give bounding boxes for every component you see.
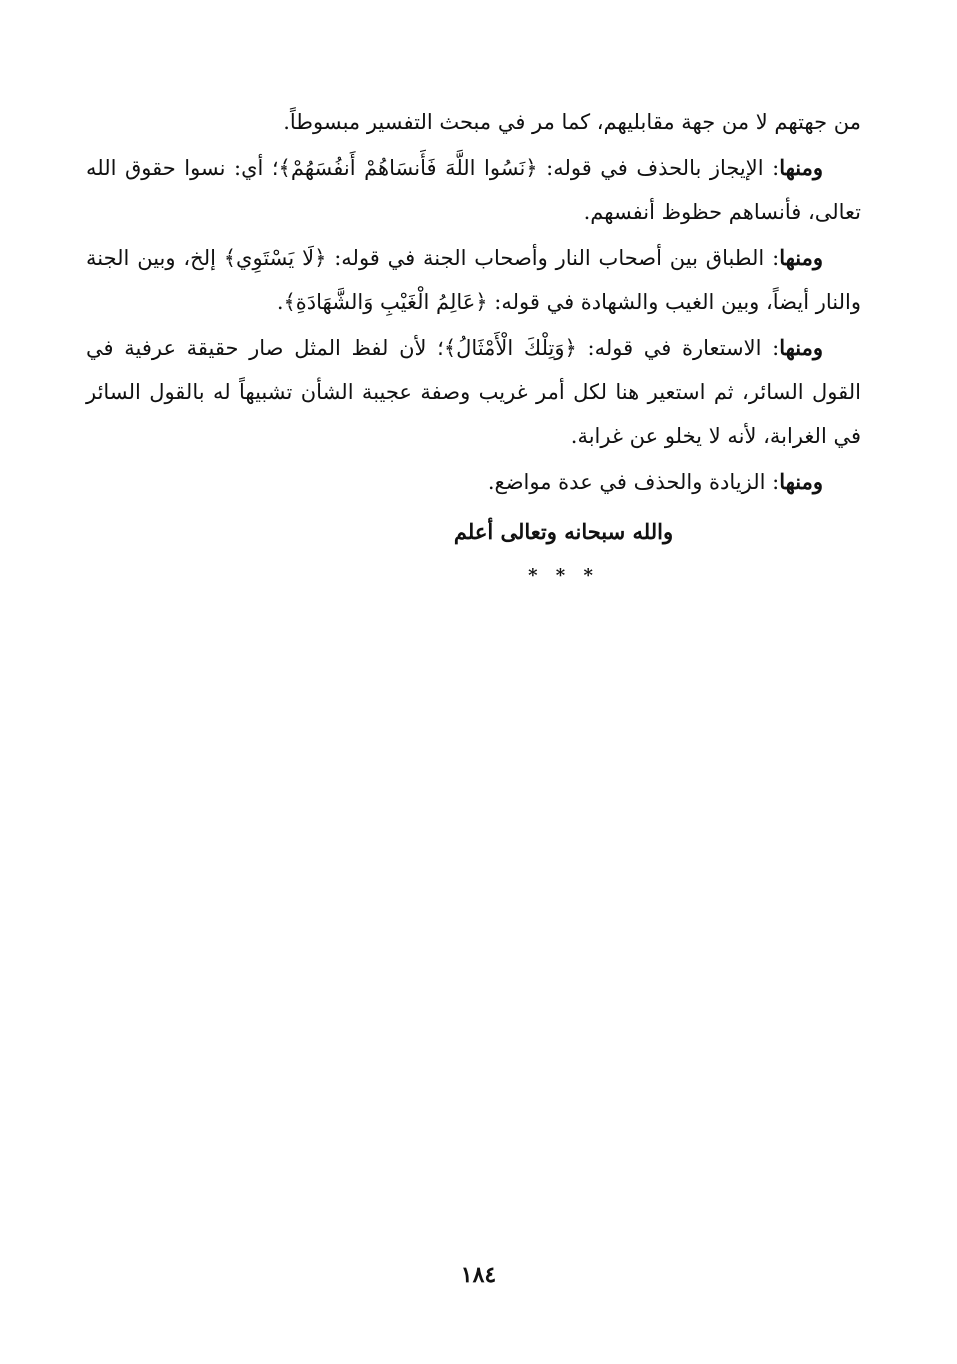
paragraph-5 [86,460,861,504]
paragraph-text: : الإيجاز بالحذف في قوله: ﴿نَسُوا اللَّهَ فَأَنسَاهُمْ أَنفُسَهُمْ﴾؛ أي: نسوا حقوق الله تعالى، فأنساهم حظوظ أنفسهم. [86,156,861,224]
paragraph-lead: ومنها [779,469,823,494]
paragraph-lead: ومنها [779,245,823,270]
page-number: ١٨٤ [460,1262,497,1288]
document-body [86,100,861,598]
paragraph-1 [86,100,861,144]
paragraph-text: من جهتهم لا من جهة مقابليهم، كما مر في مبحث التفسير مبسوطاً. [283,110,861,134]
paragraph-lead: ومنها [779,335,823,360]
paragraph-text: : الاستعارة في قوله: ﴿وَتِلْكَ الْأَمْثَالُ﴾؛ لأن لفظ المثل صار حقيقة عرفية في القول السائر، ثم استعير هنا لكل أمر غريب وصفة عجيبة الشأن تشبيهاً له بالقول السائر في الغرابة، لأنه لا يخلو عن غرابة. [86,336,861,448]
paragraph-lead: ومنها [779,155,823,180]
closing-formula: والله سبحانه وتعالى أعلم [453,519,674,544]
section-separator: * * * [528,565,599,586]
paragraph-4 [86,326,861,458]
paragraph-3 [86,236,861,324]
paragraph-2 [86,146,861,234]
paragraph-text: : الزيادة والحذف في عدة مواضع. [487,470,780,494]
paragraph-text: : الطباق بين أصحاب النار وأصحاب الجنة في قوله: ﴿لَا يَسْتَوِي﴾ إلخ، وبين الجنة والنار أيضاً، وبين الغيب والشهادة في قوله: ﴿عَالِمُ الْغَيْبِ وَالشَّهَادَةِ﴾. [86,246,861,314]
